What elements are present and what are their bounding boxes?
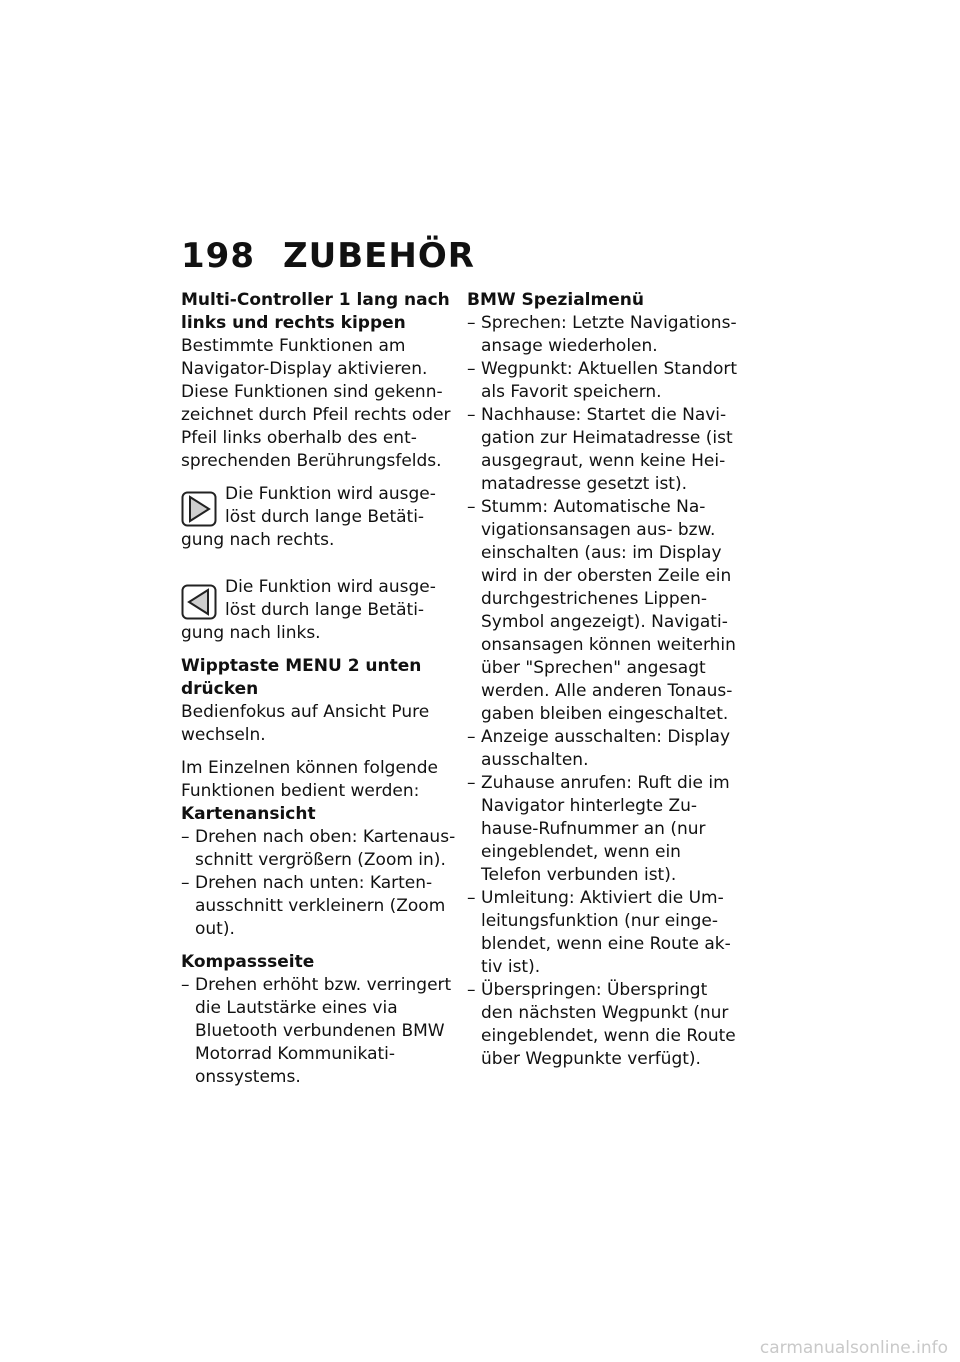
right-column: [467, 289, 742, 1071]
kompassseite-list: [181, 974, 456, 1089]
arrow-right-button-icon: [181, 491, 217, 527]
heading-multi-controller: Multi-Controller 1 lang nach links und rechts kippen: [181, 290, 450, 333]
heading-wipptaste: Wipptaste MENU 2 unten drücken: [181, 656, 422, 699]
intro-text: Im Einzelnen können folgende Funktionen bedient werden:: [181, 758, 438, 801]
spezialmenu-list: [467, 312, 742, 1071]
section-title: ZUBEHÖR: [283, 236, 475, 276]
page-number: 198: [181, 236, 255, 276]
note-right-arrow: [181, 483, 456, 552]
note-left-text-end: gung nach links.: [181, 623, 321, 643]
wipptaste-text: Bedienfokus auf Ansicht Pure wechseln.: [181, 702, 430, 745]
list-item: – Stumm: Automatische Navigationsansagen aus- bzw. einschalten (aus: im Display wird in der obersten Zeile ein durchgestrichenes Lippen-Symbol angezeigt). Navigationsansagen können weiterhin über "Sprechen" angesagt werden. Alle anderen Tonausgaben bleiben eingeschaltet.: [467, 496, 742, 726]
arrow-left-button-icon: [181, 584, 217, 620]
heading-bmw-spezialmenu: BMW Spezialmenü: [467, 290, 644, 310]
note-right-text: Die Funktion wird ausgelöst durch lange Betäti-: [225, 484, 436, 527]
kartenansicht-list: [181, 826, 456, 941]
list-item: – Umleitung: Aktiviert die Umleitungsfunktion (nur eingeblendet, wenn eine Route aktiv ist).: [467, 887, 742, 979]
note-right-text-end: gung nach rechts.: [181, 530, 335, 550]
heading-kompassseite: Kompassseite: [181, 952, 315, 972]
list-item: – Wegpunkt: Aktuellen Standort als Favorit speichern.: [467, 358, 742, 404]
list-item: – Drehen nach unten: Kartenausschnitt verkleinern (Zoom out).: [181, 872, 456, 941]
heading-kartenansicht: Kartenansicht: [181, 804, 316, 824]
note-left-text: Die Funktion wird ausgelöst durch lange Betäti-: [225, 577, 436, 620]
list-item: – Drehen erhöht bzw. verringert die Lautstärke eines via Bluetooth verbundenen BMW Motorrad Kommunikationssystems.: [181, 974, 456, 1089]
list-item: – Drehen nach oben: Kartenausschnitt vergrößern (Zoom in).: [181, 826, 456, 872]
watermark: carmanualsonline.info: [759, 1338, 948, 1358]
note-left-arrow: [181, 576, 456, 645]
page-header: [181, 236, 781, 276]
multi-controller-text: Bestimmte Funktionen am Navigator-Display aktivieren. Diese Funktionen sind gekennzeichnet durch Pfeil rechts oder Pfeil links oberhalb des entsprechenden Berührungsfelds.: [181, 336, 451, 471]
list-item: – Überspringen: Überspringt den nächsten Wegpunkt (nur eingeblendet, wenn die Route über Wegpunkte verfügt).: [467, 979, 742, 1071]
list-item: – Zuhause anrufen: Ruft die im Navigator hinterlegte Zuhause-Rufnummer an (nur eingeblendet, wenn ein Telefon verbunden ist).: [467, 772, 742, 887]
list-item: – Nachhause: Startet die Navigation zur Heimatadresse (ist ausgegraut, wenn keine Heimatadresse gesetzt ist).: [467, 404, 742, 496]
list-item: – Anzeige ausschalten: Display ausschalten.: [467, 726, 742, 772]
left-column: [181, 289, 456, 1089]
list-item: – Sprechen: Letzte Navigationsansage wiederholen.: [467, 312, 742, 358]
